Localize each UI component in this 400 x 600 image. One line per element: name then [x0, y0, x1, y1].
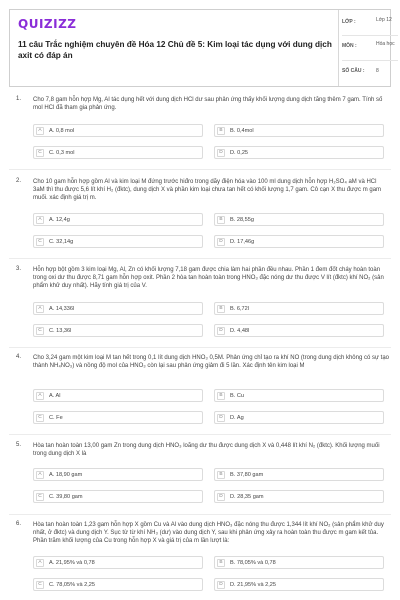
option-c[interactable]	[33, 146, 203, 159]
option-text: C. 32,14g	[49, 239, 74, 245]
option-text: C. 0,3 mol	[49, 150, 75, 156]
option-text: A. 18,90 gam	[49, 472, 83, 478]
option-text: D. 0,25	[230, 150, 249, 156]
option-letter: A	[36, 559, 44, 567]
quizizz-logo: QUIZIZZ	[18, 17, 77, 31]
option-b[interactable]	[214, 302, 384, 315]
option-letter: B	[217, 216, 225, 224]
count-label: SỐ CÂU :	[342, 68, 365, 74]
option-b[interactable]	[214, 556, 384, 569]
option-letter: C	[36, 149, 44, 157]
worksheet-title: 11 câu Trắc nghiệm chuyên đề Hóa 12 Chủ đề 5: Kim loại tác dụng với dung dịch axit có đáp án	[18, 40, 332, 60]
option-letter: B	[217, 127, 225, 135]
option-text: D. Ag	[230, 415, 244, 421]
option-a[interactable]	[33, 302, 203, 315]
option-letter: D	[217, 493, 225, 501]
option-letter: D	[217, 414, 225, 422]
question-text: Hòa tan hoàn toàn 13,00 gam Zn trong dung dịch HNO₃ loãng dư thu được dung dịch X và 0,448 lít khí N₂ (đktc). Khối lượng muối trong dung dịch X là	[33, 443, 380, 458]
option-b[interactable]	[214, 124, 384, 137]
option-letter: D	[217, 327, 225, 335]
question-number: 3.	[16, 266, 22, 272]
option-c[interactable]	[33, 411, 203, 424]
option-d[interactable]	[214, 411, 384, 424]
option-text: A. 0,8 mol	[49, 128, 75, 134]
option-text: B. Cu	[230, 393, 244, 399]
option-letter: A	[36, 305, 44, 313]
option-letter: C	[36, 493, 44, 501]
question-number: 6.	[16, 521, 22, 527]
option-text: D. 17,46g	[230, 239, 255, 245]
option-letter: C	[36, 414, 44, 422]
option-c[interactable]	[33, 490, 203, 503]
option-letter: B	[217, 471, 225, 479]
option-letter: B	[217, 392, 225, 400]
option-text: A. 21,95% và 0,78	[49, 560, 95, 566]
option-d[interactable]	[214, 235, 384, 248]
option-letter: D	[217, 238, 225, 246]
option-text: C. 39,80 gam	[49, 494, 83, 500]
header-divider	[338, 10, 339, 86]
option-letter: C	[36, 238, 44, 246]
question-separator	[9, 434, 391, 435]
question-separator	[9, 347, 391, 348]
question-number: 5.	[16, 442, 22, 448]
question-text: Hòa tan hoàn toàn 1,23 gam hỗn hợp X gồm Cu và Al vào dung dịch HNO₃ đặc nóng thu được 1,344 lít khí NO₂ (sản phẩm khử duy nhất, ở đktc) và dung dịch Y. Sục từ từ khí NH₃ (dư) vào dung dịch Y, sau khi phản ứng xảy ra hoàn toàn thu được m gam kết tủa. Phần trăm khối lượng của Cu trong hỗn hợp X và giá trị của m lần lượt là:	[33, 522, 384, 545]
option-text: B. 6,72l	[230, 306, 249, 312]
option-b[interactable]	[214, 468, 384, 481]
option-letter: A	[36, 392, 44, 400]
question-text: Cho 7,8 gam hỗn hợp Mg, Al tác dụng hết với dung dịch HCl dư sau phản ứng thấy khối lượng dung dịch tăng thêm 7 gam. Tính số mol HCl đã tham gia phản ứng.	[33, 97, 383, 112]
option-letter: C	[36, 327, 44, 335]
question-separator	[9, 169, 391, 170]
meta-divider-2	[342, 60, 398, 61]
option-c[interactable]	[33, 235, 203, 248]
question-text: Cho 3,24 gam một kim loại M tan hết trong 0,1 lít dung dịch HNO₃ 0,5M. Phản ứng chỉ tạo ra khí NO (trong dung dịch không có sự tạo thành NH₄NO₃) và nồng độ mol của HNO₃ còn lại sau phản ứng giảm đi 5 lần. Xác định tên kim loại M	[33, 355, 389, 370]
subject-label: MÔN :	[342, 43, 357, 49]
option-text: C. 13,36l	[49, 328, 72, 334]
option-letter: A	[36, 127, 44, 135]
option-d[interactable]	[214, 490, 384, 503]
worksheet-header	[9, 9, 395, 87]
subject-value: Hóa học	[376, 41, 395, 47]
option-text: D. 21,95% và 2,25	[230, 582, 277, 588]
option-a[interactable]	[33, 213, 203, 226]
option-a[interactable]	[33, 556, 203, 569]
option-a[interactable]	[33, 124, 203, 137]
question-number: 4.	[16, 354, 22, 360]
option-letter: C	[36, 581, 44, 589]
question-text: Cho 10 gam hỗn hợp gồm Al và kim loại M đứng trước hiđro trong dãy điện hóa vào 100 ml dung dịch hỗn hợp H₂SO₄ aM và HCl 3aM thì thu được 5,6 lít khí H₂ (đktc), dung dịch X và phần kim loại chưa tan hết có khối lượng 1,7 gam. Cô cạn X thu được m gam muối. xác định giá trị m.	[33, 179, 382, 202]
class-label: LỚP :	[342, 19, 356, 25]
option-letter: A	[36, 216, 44, 224]
option-text: B. 78,05% và 0,78	[230, 560, 276, 566]
option-c[interactable]	[33, 324, 203, 337]
question-separator	[9, 258, 391, 259]
option-b[interactable]	[214, 389, 384, 402]
option-a[interactable]	[33, 389, 203, 402]
question-number: 1.	[16, 96, 22, 102]
option-d[interactable]	[214, 578, 384, 591]
option-text: B. 37,80 gam	[230, 472, 264, 478]
option-text: C. 78,05% và 2,25	[49, 582, 96, 588]
option-text: D. 28,35 gam	[230, 494, 264, 500]
option-text: D. 4,48l	[230, 328, 250, 334]
count-value: 8	[376, 68, 379, 74]
option-text: A. 12,4g	[49, 217, 70, 223]
option-letter: D	[217, 149, 225, 157]
question-text: Hỗn hợp bột gồm 3 kim loại Mg, Al, Zn có khối lượng 7,18 gam được chia làm hai phần đều nhau. Phần 1 đem đốt cháy hoàn toàn trong oxi dư thu được 8,71 gam hỗn hợp oxit. Phần 2 hòa tan hoàn toàn trong HNO₃ đặc nóng dư thu được V lít (đktc) khí NO₂ (sản phẩm khử duy nhất). Hãy tính giá trị của V.	[33, 267, 384, 290]
option-letter: A	[36, 471, 44, 479]
option-letter: B	[217, 305, 225, 313]
option-b[interactable]	[214, 213, 384, 226]
option-c[interactable]	[33, 578, 203, 591]
question-number: 2.	[16, 178, 22, 184]
question-separator	[9, 514, 391, 515]
option-letter: D	[217, 581, 225, 589]
class-value: Lớp 12	[376, 17, 392, 23]
option-text: B. 28,55g	[230, 217, 254, 223]
option-text: A. 14,336l	[49, 306, 75, 312]
option-a[interactable]	[33, 468, 203, 481]
option-text: C. Fe	[49, 415, 63, 421]
meta-divider-1	[342, 35, 398, 36]
option-letter: B	[217, 559, 225, 567]
option-text: B. 0,4mol	[230, 128, 254, 134]
option-d[interactable]	[214, 324, 384, 337]
option-text: A. Al	[49, 393, 61, 399]
option-d[interactable]	[214, 146, 384, 159]
